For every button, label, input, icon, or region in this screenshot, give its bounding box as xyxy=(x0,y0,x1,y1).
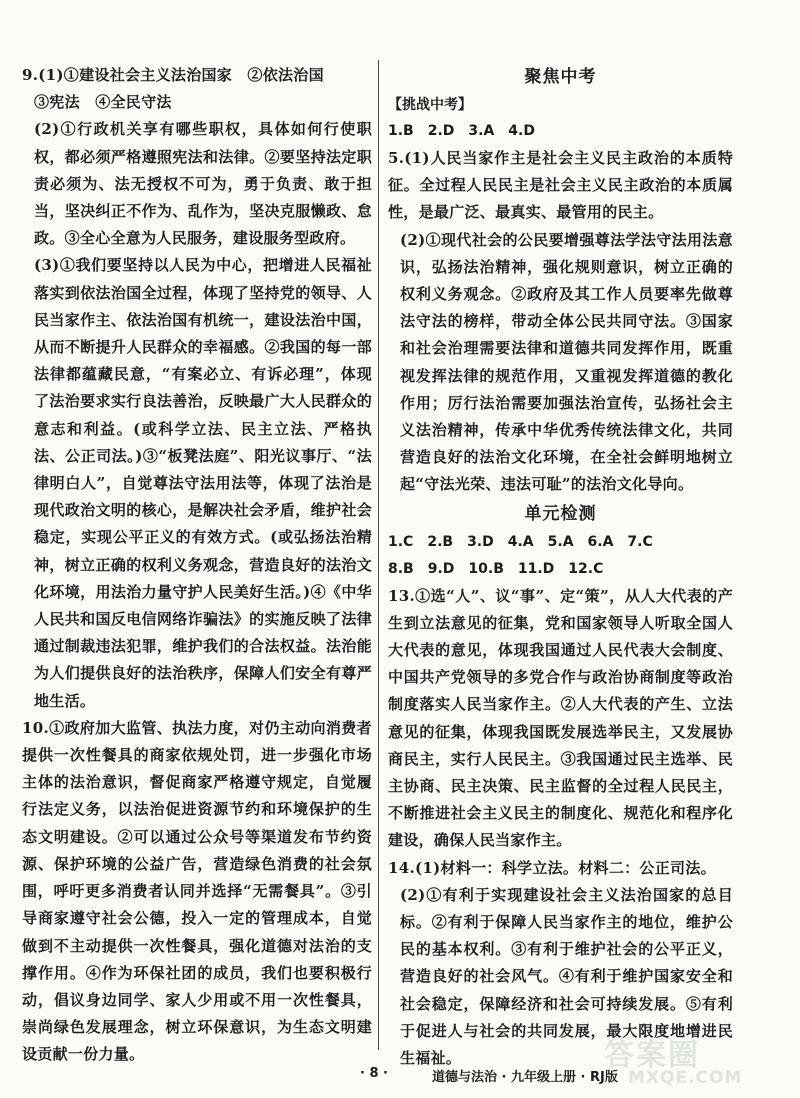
q9-part1-line1: 9.(1)①建设社会主义法治国家 ②依法治国 xyxy=(22,66,324,84)
question-9-part-2: (2)①行政机关享有哪些职权，具体如何行使职权，都必须严格遵照宪法和法律。②要坚持法定职责必须为、法无授权不可为，勇于负责、敢于担当，坚决纠正不作为、乱作为，坚决克服懒政、怠政。③全心全意为人民服务，建设服务型政府。 xyxy=(34,120,372,248)
question-10: 10.①政府加大监管、执法力度，对仍主动向消费者提供一次性餐具的商家依规处罚，进一步强化市场主体的法治意识，督促商家严格遵守规定，自觉履行法定义务，以法治促进资源节约和环境保护的生态文明建设。②可以通过公众号等渠道发布节约资源、保护环境的公益广告，营造绿色消费的社会氛围，呼吁更多消费者认同并选择“无需餐具”。③引导商家遵守社会公德，投入一定的管理成本，自觉做到不主动提供一次性餐具，强化道德对法治的支撑作用。④作为环保社团的成员，我们也要积极行动，倡议身边同学、家人少用或不用一次性餐具，崇尚绿色发展理念，树立环保意识，为生态文明建设贡献一份力量。 xyxy=(22,718,372,1064)
q9-part1-line2: ③宪法 ④全民守法 xyxy=(34,93,172,112)
section-title-unit-test: 单元检测 xyxy=(524,503,597,524)
question-9-part-3: (3)①我们要坚持以人民为中心，把增进人民福祉落实到依法治国全过程，体现了坚持党的领导、人民当家作主、依法治国有机统一，建设法治中国，从而不断提升人民群众的幸福感。②我国的每一部法律都蕴藏民意，“有案必立、有诉必理”，体现了法治要求实行良法善治，反映最广大人民群众的意志和利益。(或科学立法、民主立法、严格执法、公正司法。)③“板凳法庭”、阳光议事厅、“法律明白人”，自觉尊法守法用法等，体现了法治是现代政治文明的核心，是解决社会矛盾，维护社会稳定，实现公平正义的有效方式。(或弘扬法治精神，树立正确的权利义务观念，营造良好的法治文化环境，用法治力量守护人民美好生活。)④《中华人民共和国反电信网络诈骗法》的实施反映了法律通过制裁违法犯罪，维护我们的合法权益。法治能为人们提供良好的法治秩序，保障人们安全有尊严地生活。 xyxy=(34,256,372,710)
challenge-mc-answers: 1.B 2.D 3.A 4.D xyxy=(388,123,535,139)
question-14-part-2: (2)①有利于实现建设社会主义法治国家的总目标。②有利于保障人民当家作主的地位，维护公民的基本权利。③有利于维护社会的公平正义，营造良好的社会风气。④有利于维护国家安全和社会稳定，保障经济和社会可持续发展。⑤有利于促进人与社会的共同发展，最大限度地增进民生福祉。 xyxy=(400,885,733,1068)
left-column xyxy=(22,62,372,1069)
watermark-text-bottom: MXQE.COM xyxy=(628,1068,743,1088)
question-5-part-2: (2)①现代社会的公民要增强尊法学法守法用法意识，弘扬法治精神，强化规则意识，树立正确的权利义务观念。②政府及其工作人员要率先做尊法守法的榜样，带动全体公民共同守法。③国家和社会治理需要法律和道德共同发挥作用，既重视发挥法律的规范作用，又重视发挥道德的教化作用；厉行法治需要加强法治宣传，弘扬社会主义法治精神，传承中华优秀传统法律文化，共同营造良好的法治文化环境，在全社会鲜明地树立起“守法光荣、违法可耻”的法治文化导向。 xyxy=(400,230,733,494)
watermark-logo xyxy=(604,1030,784,1092)
question-9-part-1 xyxy=(22,62,372,116)
section-title-focus-exam: 聚焦中考 xyxy=(524,67,597,87)
unit-mc-answers-line2: 8.B 9.D 10.B 11.D 12.C xyxy=(388,560,604,577)
watermark-text-top: 答案圈 xyxy=(604,1038,700,1073)
question-13: 13.①选“人”、议“事”、定“策”，从人大代表的产生到立法意见的征集，党和国家领导人听取全国人大代表的意见，体现我国通过人民代表大会制度、中国共产党领导的多党合作与政治协商制度等政治制度落实人民当家作主。②人大代表的产生、立法意见的征集，体现我国既发展选举民主，又发展协商民主，实行人民民主。③我国通过民主选举、民主协商、民主决策、民主监督的全过程人民民主，不断推进社会主义民主的制度化、规范化和程序化建设，确保人民当家作主。 xyxy=(388,586,733,850)
unit-mc-answers-line1: 1.C 2.B 3.D 4.A 5.A 6.A 7.C xyxy=(388,533,653,550)
question-14-part-1: 14.(1)材料一：科学立法。材料二：公正司法。 xyxy=(388,858,716,877)
book-title: 道德与法治 · 九年级上册 · RJ版 xyxy=(432,1070,618,1085)
right-column xyxy=(388,62,733,1072)
page-number: · 8 · xyxy=(360,1066,388,1081)
column-divider xyxy=(378,60,379,1050)
question-5-part-1: 5.(1)人民当家作主是社会主义民主政治的本质特征。全过程人民民主是社会主义民主政治的本质属性，是最广泛、最真实、最管用的民主。 xyxy=(388,149,733,222)
challenge-exam-heading: 【挑战中考】 xyxy=(388,97,472,113)
